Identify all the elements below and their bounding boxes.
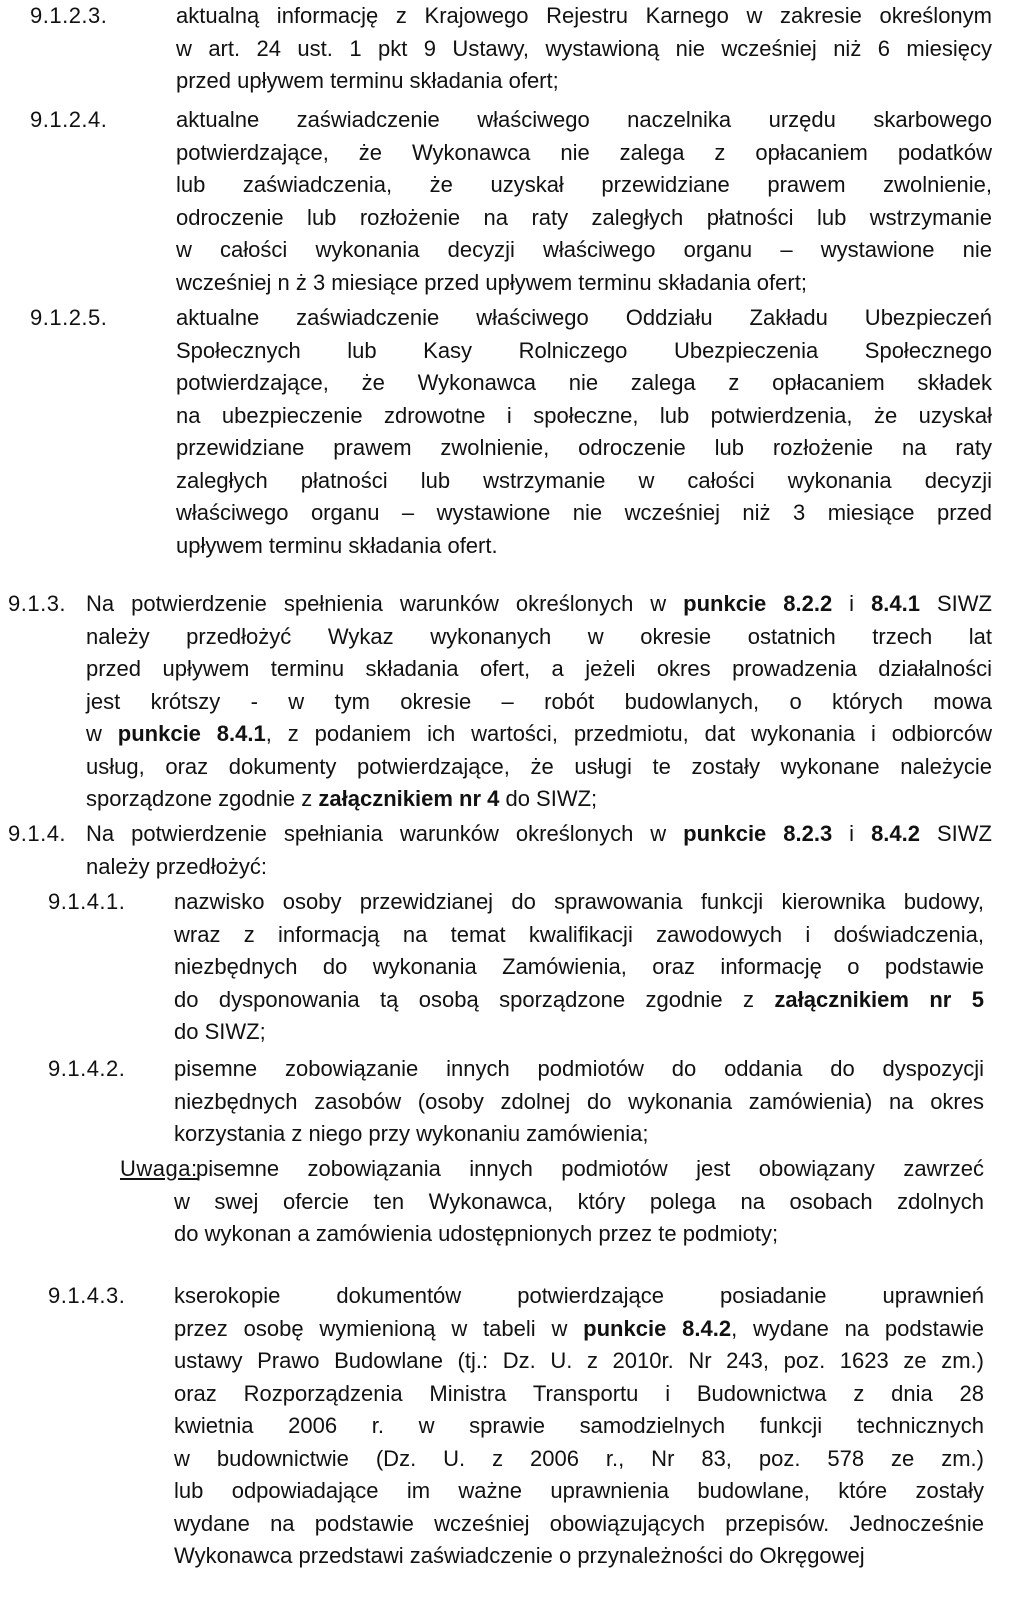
text-line: potwierdzające, że Wykonawca nie zalega z opłacaniem podatków bbox=[176, 139, 992, 165]
text-line: w całości wykonania decyzji właściwego organu – wystawione nie bbox=[176, 237, 992, 262]
text-line: lub odpowiadające im ważne uprawnienia budowlane, które zostały bbox=[174, 1478, 984, 1503]
text-line: ustawy Prawo Budowlane (tj.: Dz. U. z 2010r. Nr 243, poz. 1623 ze zm.) bbox=[174, 1348, 984, 1373]
text-line: wcześniej n ż 3 miesiące przed upływem terminu składania ofert; bbox=[176, 269, 807, 295]
text-line: oraz Rozporządzenia Ministra Transportu i Budownictwa z dnia 28 bbox=[174, 1380, 984, 1406]
item-text bbox=[176, 104, 992, 299]
text-line: Społecznych lub Kasy Rolniczego Ubezpieczenia Społecznego bbox=[176, 337, 992, 363]
item-number: 9.1.3. bbox=[8, 591, 67, 616]
text-line: na ubezpieczenie zdrowotne i społeczne, lub potwierdzenia, że uzyskał bbox=[176, 402, 992, 428]
text-line: korzystania z niego przy wykonaniu zamówienia; bbox=[174, 1121, 649, 1146]
text-line: Wykonawca przedstawi zaświadczenie o przynależności do Okręgowej bbox=[174, 1543, 865, 1568]
text-line: kserokopie dokumentów potwierdzające posiadanie uprawnień bbox=[174, 1283, 984, 1308]
text-line: Na potwierdzenie spełnienia warunków określonych w punkcie 8.2.2 i 8.4.1 SIWZ bbox=[86, 591, 992, 616]
text-line: potwierdzające, że Wykonawca nie zalega z opłacaniem składek bbox=[176, 370, 992, 395]
text-line: wydane na podstawie wcześniej obowiązujących przepisów. Jednocześnie bbox=[174, 1510, 984, 1536]
item-text bbox=[176, 0, 992, 98]
text-line: aktualne zaświadczenie właściwego Oddziału Zakładu Ubezpieczeń bbox=[176, 305, 992, 330]
note-text-first bbox=[174, 1153, 984, 1251]
item-text bbox=[174, 886, 984, 1049]
text-line: należy przedłożyć: bbox=[86, 853, 267, 879]
text-line: zaległych płatności lub wstrzymanie w całości wykonania decyzji bbox=[176, 467, 992, 493]
text-line: aktualną informację z Krajowego Rejestru Karnego w zakresie określonym bbox=[176, 3, 992, 28]
text-line: jest krótszy - w tym okresie – robót budowlanych, o których mowa bbox=[86, 688, 992, 714]
text-line: aktualne zaświadczenie właściwego naczelnika urzędu skarbowego bbox=[176, 107, 992, 132]
text-line: wraz z informacją na temat kwalifikacji zawodowych i doświadczenia, bbox=[174, 921, 984, 947]
text-line: przewidziane prawem zwolnienie, odroczenie lub rozłożenie na raty bbox=[176, 435, 992, 460]
text-line: w punkcie 8.4.1, z podaniem ich wartości, przedmiotu, dat wykonania i odbiorców bbox=[86, 721, 993, 746]
text-line: w art. 24 ust. 1 pkt 9 Ustawy, wystawioną nie wcześniej niż 6 miesięcy bbox=[176, 35, 992, 61]
item-text bbox=[174, 1280, 984, 1573]
text-line: nazwisko osoby przewidzianej do sprawowania funkcji kierownika budowy, bbox=[174, 889, 984, 914]
text-line: odroczenie lub rozłożenie na raty zaległych płatności lub wstrzymanie bbox=[176, 204, 992, 230]
text-line: należy przedłożyć Wykaz wykonanych w okresie ostatnich trzech lat bbox=[86, 623, 992, 649]
text-line: kwietnia 2006 r. w sprawie samodzielnych funkcji technicznych bbox=[174, 1413, 984, 1438]
text-line: do SIWZ; bbox=[174, 1019, 266, 1044]
text-line: przed upływem terminu składania ofert, a jeżeli okres prowadzenia działalności bbox=[86, 656, 992, 681]
text-line: przez osobę wymienioną w tabeli w punkcie 8.4.2, wydane na podstawie bbox=[174, 1315, 984, 1341]
text-line: lub zaświadczenia, że uzyskał przewidziane prawem zwolnienie, bbox=[176, 172, 992, 197]
item-number: 9.1.2.4. bbox=[30, 107, 108, 132]
item-number: 9.1.2.3. bbox=[30, 3, 108, 28]
text-line: do wykonan a zamówienia udostępnionych przez te podmioty; bbox=[174, 1221, 779, 1246]
item-number: 9.1.4.1. bbox=[48, 889, 126, 914]
text-line: w swej ofercie ten Wykonawca, który polega na osobach zdolnych bbox=[174, 1188, 984, 1214]
item-number: 9.1.2.5. bbox=[30, 305, 108, 330]
text-line: niezbędnych zasobów (osoby zdolnej do wykonania zamówienia) na okres bbox=[174, 1088, 984, 1114]
item-text bbox=[86, 818, 992, 883]
text-line: właściwego organu – wystawione nie wcześniej niż 3 miesiące przed bbox=[176, 500, 992, 525]
text-line: przed upływem terminu składania ofert; bbox=[176, 68, 559, 93]
text-line: Na potwierdzenie spełniania warunków określonych w punkcie 8.2.3 i 8.4.2 SIWZ bbox=[86, 821, 992, 846]
text-line: usług, oraz dokumenty potwierdzające, że usługi te zostały wykonane należycie bbox=[86, 753, 992, 779]
item-number: 9.1.4.3. bbox=[48, 1283, 126, 1308]
text-line: niezbędnych do wykonania Zamówienia, oraz informację o podstawie bbox=[174, 954, 984, 979]
item-number: 9.1.4. bbox=[8, 821, 67, 846]
text-line: w budownictwie (Dz. U. z 2006 r., Nr 83, poz. 578 ze zm.) bbox=[174, 1445, 984, 1471]
item-text bbox=[174, 1053, 984, 1151]
text-line: upływem terminu składania ofert. bbox=[176, 532, 498, 558]
text-line: pisemne zobowiązania innych podmiotów jest obowiązany zawrzeć bbox=[196, 1156, 984, 1181]
text-line: do dysponowania tą osobą sporządzone zgodnie z załącznikiem nr 5 bbox=[174, 986, 984, 1012]
item-text bbox=[86, 588, 992, 816]
item-number: 9.1.4.2. bbox=[48, 1056, 126, 1081]
note-label: Uwaga: bbox=[120, 1156, 198, 1181]
item-text bbox=[176, 302, 992, 562]
text-line: pisemne zobowiązanie innych podmiotów do oddania do dyspozycji bbox=[174, 1056, 984, 1081]
text-line: sporządzone zgodnie z załącznikiem nr 4 do SIWZ; bbox=[86, 786, 598, 811]
